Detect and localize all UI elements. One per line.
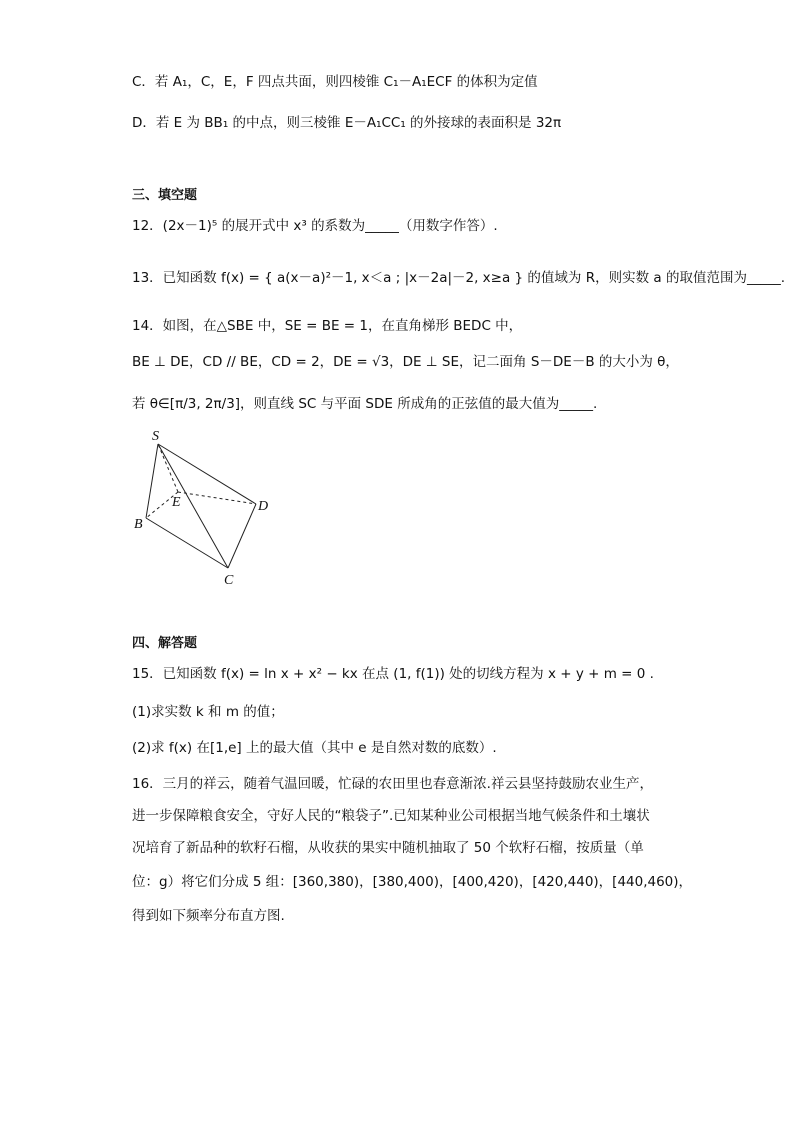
section-heading-fill-in: 三、填空题 [132, 188, 198, 203]
question-14-line-2: BE ⊥ DE，CD // BE，CD = 2，DE = √3，DE ⊥ SE，记二面角 S－DE－B 的大小为 θ， [132, 354, 679, 370]
question-14-line-1: 14．如图，在△SBE 中，SE = BE = 1，在直角梯形 BEDC 中， [132, 318, 523, 334]
question-16-line-5: 得到如下频率分布直方图. [132, 908, 285, 924]
question-15-part-1: (1)求实数 k 和 m 的值； [132, 704, 284, 720]
question-12: 12．(2x－1)⁵ 的展开式中 x³ 的系数为_____（用数字作答）. [132, 218, 498, 234]
question-16-line-3: 况培育了新品种的软籽石榴，从收获的果实中随机抽取了 50 个软籽石榴，按质量（单 [132, 840, 644, 856]
vertex-label-d: D [258, 499, 269, 514]
question-16-line-4: 位：g）将它们分成 5 组：[360,380)，[380,400)，[400,420)，[420,440)，[440,460)， [132, 874, 693, 890]
pyramid-diagram [128, 428, 288, 588]
question-16-line-2: 进一步保障粮食安全，守好人民的“粮袋子”.已知某种业公司根据当地气候条件和土壤状 [132, 808, 650, 824]
option-d: D．若 E 为 BB₁ 的中点，则三棱锥 E－A₁CC₁ 的外接球的表面积是 32π [132, 115, 562, 131]
vertex-label-e: E [172, 495, 181, 510]
vertex-label-b: B [134, 517, 143, 532]
section-heading-solutions: 四、解答题 [132, 636, 198, 651]
question-13: 13．已知函数 f(x) = { a(x－a)²－1, x＜a ; |x－2a|－2, x≥a } 的值域为 R，则实数 a 的取值范围为_____. [132, 270, 785, 286]
pyramid-figure [128, 428, 288, 592]
question-14-line-3: 若 θ∈[π/3, 2π/3]，则直线 SC 与平面 SDE 所成角的正弦值的最大值为_____. [132, 396, 598, 412]
question-15: 15．已知函数 f(x) = ln x + x² − kx 在点 (1, f(1)) 处的切线方程为 x + y + m = 0 . [132, 666, 654, 682]
question-15-part-2: (2)求 f(x) 在[1,e] 上的最大值（其中 e 是自然对数的底数）. [132, 740, 497, 756]
vertex-label-s: S [152, 429, 159, 444]
question-16-line-1: 16．三月的祥云，随着气温回暖，忙碌的农田里也春意渐浓.祥云县坚持鼓励农业生产， [132, 776, 653, 792]
option-c: C．若 A₁，C，E，F 四点共面，则四棱锥 C₁－A₁ECF 的体积为定值 [132, 74, 538, 90]
vertex-label-c: C [224, 573, 234, 588]
